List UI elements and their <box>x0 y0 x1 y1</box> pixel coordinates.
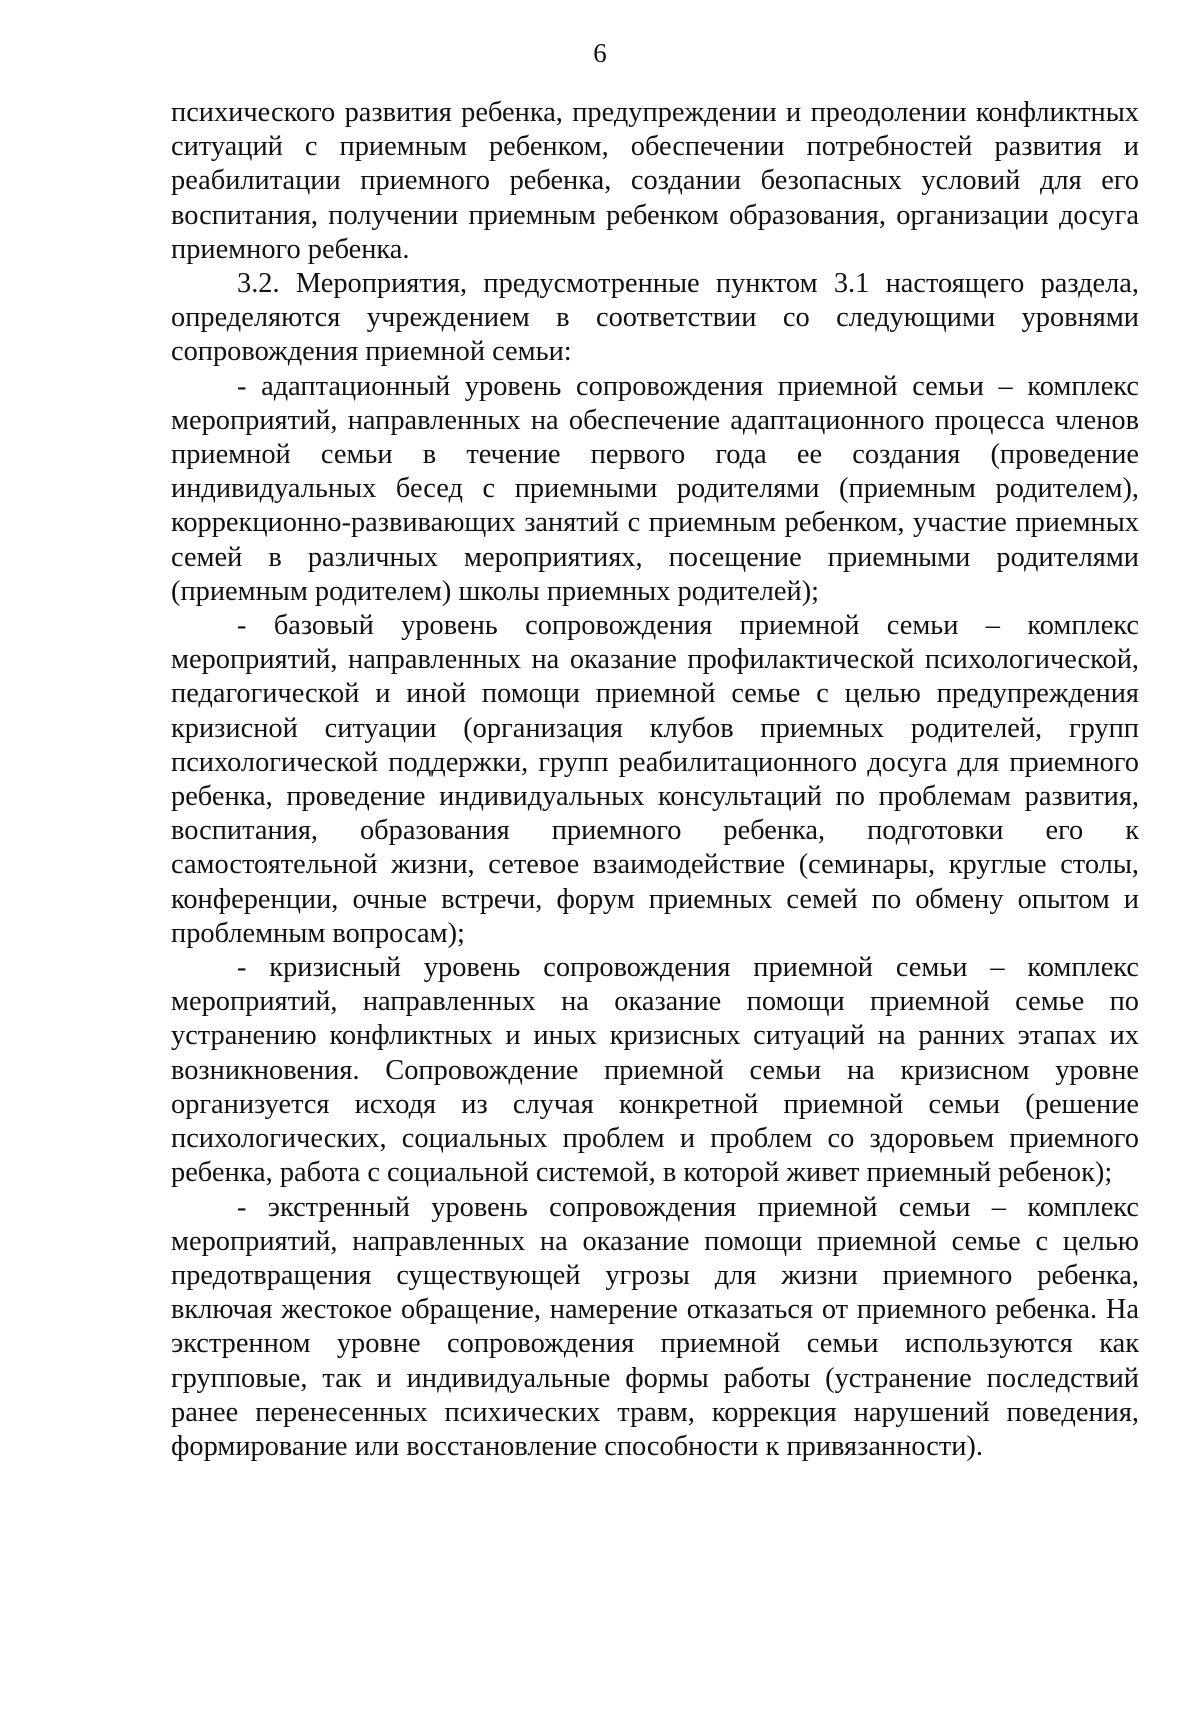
paragraph-continuation: психического развития ребенка, предупреждении и преодолении конфликтных ситуаций с приемным ребенком, обеспечении потребностей развития и реабилитации приемного ребенка, создании безопасных условий для его воспитания, получении приемным ребенком образования, организации досуга приемного ребенка. <box>171 97 1139 265</box>
paragraph-section-3-2: 3.2. Мероприятия, предусмотренные пунктом 3.1 настоящего раздела, определяются учреждением в соответствии со следующими уровнями сопровождения приемной семьи: <box>171 268 1139 368</box>
list-item-emergency-level: - экстренный уровень сопровождения приемной семьи – комплекс мероприятий, направленных на оказание помощи приемной семье с целью предотвращения существующей угрозы для жизни приемного ребенка, включая жестокое обращение, намерение отказаться от приемного ребенка. На экстренном уровне сопровождения приемной семьи используются как групповые, так и индивидуальные формы работы (устранение последствий ранее перенесенных психических травм, коррекция нарушений поведения, формирование или восстановление способности к привязанности). <box>171 1191 1139 1462</box>
list-item-crisis-level: - кризисный уровень сопровождения приемной семьи – комплекс мероприятий, направленных на оказание помощи приемной семье по устранению конфликтных и иных кризисных ситуаций на ранних этапах их возникновения. Сопровождение приемной семьи на кризисном уровне организуется исходя из случая конкретной приемной семьи (решение психологических, социальных проблем и проблем со здоровьем приемного ребенка, работа с социальной системой, в которой живет приемный ребенок); <box>171 952 1139 1189</box>
list-item-adaptive-level: - адаптационный уровень сопровождения приемной семьи – комплекс мероприятий, направленных на обеспечение адаптационного процесса членов приемной семьи в течение первого года ее создания (проведение индивидуальных бесед с приемными родителями (приемным родителем), коррекционно-развивающих занятий с приемным ребенком, участие приемных семей в различных мероприятиях, посещение приемными родителями (приемным родителем) школы приемных родителей); <box>171 370 1139 607</box>
list-item-basic-level: - базовый уровень сопровождения приемной семьи – комплекс мероприятий, направленных на оказание профилактической психологической, педагогической и иной помощи приемной семье с целью предупреждения кризисной ситуации (организация клубов приемных родителей, групп психологической поддержки, групп реабилитационного досуга для приемного ребенка, проведение индивидуальных консультаций по проблемам развития, воспитания, образования приемного ребенка, подготовки его к самостоятельной жизни, сетевое взаимодействие (семинары, круглые столы, конференции, очные встречи, форум приемных семей по обмену опытом и проблемным вопросам); <box>171 610 1139 949</box>
page-number: 6 <box>593 38 607 68</box>
document-body <box>171 96 1139 1464</box>
